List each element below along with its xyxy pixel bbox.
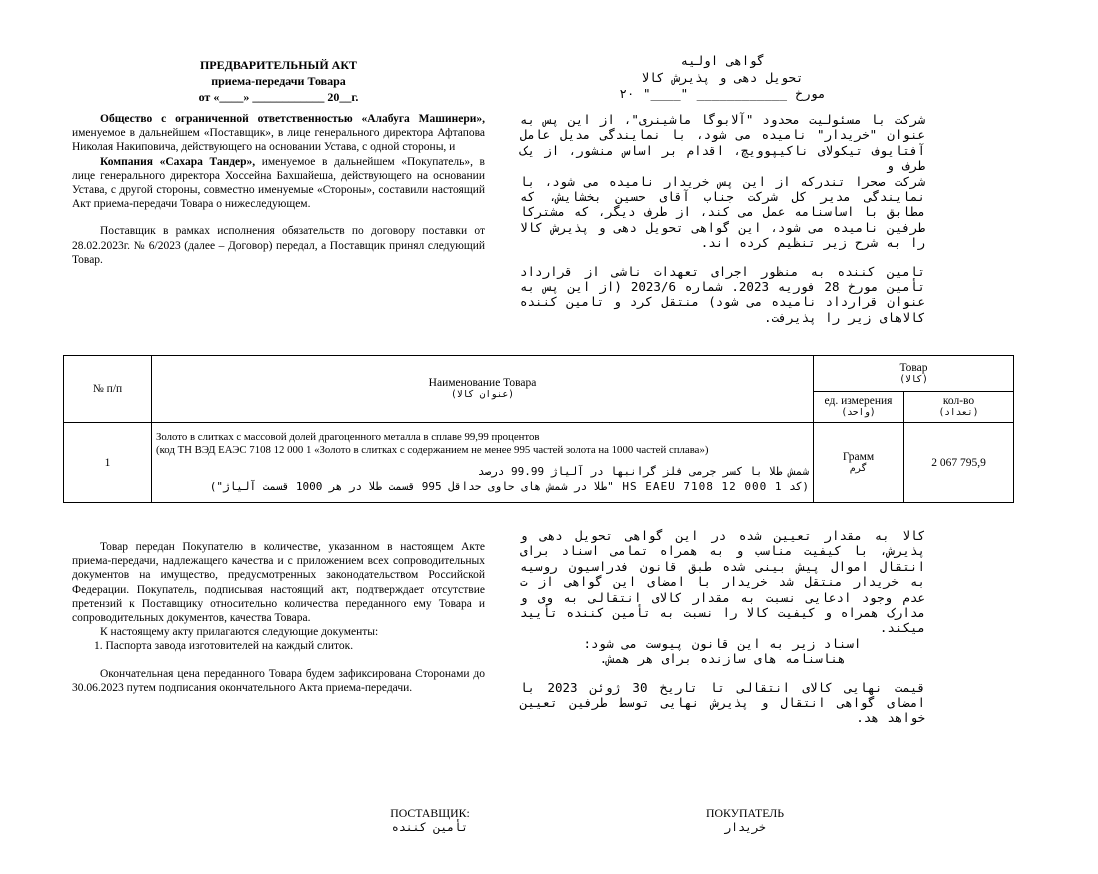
lower-text-fa (520, 528, 925, 726)
supplier-label-fa: تأمین کننده (391, 820, 469, 834)
table-row (64, 423, 1014, 503)
paragraph-final-price-ru: Окончательная цена переданного Товара будем зафиксирована Сторонами до 30.06.2023 путем подписания окончательного Акта приема-передачи. (72, 667, 485, 694)
col-header-qty-ru: кол-во (942, 395, 975, 407)
col-header-tovar-ru: Товар (899, 361, 928, 374)
attachments-intro-ru: К настоящему акту прилагаются следующие документы: (100, 626, 379, 639)
paragraph-transfer-ru: Товар передан Покупателю в количестве, указанном в настоящем Акте приема-передачи, надлежащего качества и с приложением всех сопроводительных документов на имущество, предусмотренных законодательством Российской Федерации. Покупатель, подписывая настоящий акт, подтверждает отсутствие претензий к Поставщику относительно количества переданного ему Товара и сопроводительных документов, качества Товара. (72, 541, 485, 625)
doc-date-line-fa: مورخ ____________ "____" ۲۰ (619, 86, 826, 101)
paragraph-buyer-ru: Компания «Сахара Тандер», именуемое в дальнейшем «Покупатель», в лице генерального директора Хоссейна Бахшайеша, действующего на основании Устава, с другой стороны, совместно именуемые «Стороны», составили настоящий Акт приема-передачи Товара о нижеследующем. (72, 155, 485, 211)
paragraph-transfer-fa: کالا به مقدار تعیین شده در این گواهی تحویل دهی و پذیرش، با کیفیت مناسب و به همراه تمامی اسناد برای انتقال اموال پیش بینی شده طبق قانون فدراسیون روسیه به خریدار منتقل شد خریدار با امضای این گواهی از ت عدم وجود ادعایی نسبت به مقدار کالای انتقالی به وی و مدارک همراه و کیفیت کالا را نسبت به تأمین کننده تأیید میکند. (520, 528, 925, 636)
buyer-signature-block (655, 806, 835, 835)
col-header-tovar (814, 356, 1014, 392)
attachments-intro-fa: اسناد زیر به این قانون پیوست می شود: (583, 635, 862, 651)
goods-table (63, 355, 1014, 503)
row-unit-fa: گرم (849, 462, 868, 474)
paragraph-contract-fa: تامین کننده به منظور اجرای تعهدات ناشی از قرارداد تأمین مورخ 28 فوریه 2023. شماره 2023/6 (از این پس به عنوان قرارداد نامیده می شود) منتقل کرد و تامین کننده کالاهای زیر را پذیرفت. (520, 263, 925, 325)
col-header-qty-fa: (تعداد) (938, 407, 979, 418)
row-name-ru-line1: Золото в слитках с массовой долей драгоценного металла в сплаве 99,99 процентов (156, 430, 540, 443)
intro-text-fa (520, 112, 925, 325)
col-header-name-fa: (عنوان کالا) (451, 389, 514, 400)
buyer-company-name: Компания «Сахара Тандер», (100, 155, 256, 168)
supplier-signature-block (340, 806, 520, 835)
col-header-unit (814, 392, 904, 423)
col-header-unit-ru: ед. измерения (824, 395, 893, 407)
supplier-label-ru: ПОСТАВЩИК: (390, 806, 470, 820)
lower-text-ru (72, 540, 485, 695)
row-name (152, 423, 814, 503)
doc-title-ru: ПРЕДВАРИТЕЛЬНЫЙ АКТ (199, 58, 358, 72)
row-unit (814, 423, 904, 503)
doc-subtitle-ru: приема-передачи Товара (211, 74, 346, 88)
col-header-num: № п/п (64, 356, 152, 423)
attachment-item-ru: 1. Паспорта завода изготовителей на каждый слиток. (94, 640, 354, 653)
doc-date-line-ru: от «____» ____________ 20__г. (198, 90, 359, 104)
col-header-unit-fa: (واحد) (841, 407, 876, 418)
doc-header-ru (72, 57, 485, 105)
row-name-fa-line1: شمش طلا با کسر جرمی فلز گرانبها در آلیاژ 99.99 درصد (477, 465, 809, 479)
doc-header-fa (520, 53, 925, 103)
supplier-company-name: Общество с ограниченной ответственностью «Алабуга Машинери», (100, 113, 485, 125)
col-header-qty (904, 392, 1014, 423)
paragraph-supplier-ru: Общество с ограниченной ответственностью «Алабуга Машинери», именуемое в дальнейшем «Поставщик», в лице генерального директора Афтапова Николая Накиповича, действующего на основании Устава, с одной стороны, и (72, 113, 485, 154)
row-unit-ru: Грамм (842, 450, 875, 463)
doc-subtitle-fa: تحویل دهی و پذیرش کالا (641, 69, 804, 85)
paragraph-contract-ru: Поставщик в рамках исполнения обязательств по договору поставки от 28.02.2023г. № 6/2023 (далее – Договор) передал, а Поставщик принял следующий Товар. (72, 225, 485, 266)
col-header-name-ru: Наименование Товара (428, 377, 537, 389)
intro-text-ru (72, 112, 485, 267)
col-header-name (152, 356, 814, 423)
attachment-item-fa: هناسنامه های سازنده برای هر همش. (599, 651, 846, 667)
row-name-fa-line2: (کد HS EAEU 7108 12 000 1 "طلا در شمش های حاوی حداقل 995 قسمت طلا در هر 1000 قسمت آلیاژ") (209, 480, 809, 494)
buyer-label-ru: ПОКУПАТЕЛЬ (705, 806, 785, 820)
row-qty: 2 067 795,9 (904, 423, 1014, 503)
paragraph-buyer-fa: شرکت صحرا تندرکه از این پس خریدار نامیده می شود، با نمایندگی مدیر کل شرکت جناب آقای حسین بخشایش، که مطابق با اساسنامه عمل می کند، از طرف دیگر، که مشترکا طرفین نامیده می شود، این گواهی تحویل دهی و پذیرش کالا را به شرح زیر تنظیم کرده اند. (520, 173, 925, 251)
row-num: 1 (64, 423, 152, 503)
doc-title-fa: گواهی اولیه (680, 53, 765, 68)
paragraph-supplier-fa: شرکت با مسئولیت محدود "آلابوگا ماشینری"، از این پس به عنوان "خریدار" نامیده می شود، با نمایندگی مدیل عامل آفتایوف تیکولای ناکیپوویچ، اقدام بر اساس منشور، از یک طرف و (520, 112, 925, 174)
paragraph-final-price-fa: قیمت نهایی کالای انتقالی تا تاریخ 30 ژوئن 2023 با امضای گواهی انتقال و پذیرش نهایی توسط طرفین تعیین خواهد هد. (520, 679, 925, 726)
col-header-tovar-fa: (کالا) (899, 373, 928, 385)
row-name-ru-line2: (код ТН ВЭД ЕАЭС 7108 12 000 1 «Золото в слитках с содержанием не менее 995 частей золота на 1000 частей сплава») (156, 444, 709, 456)
buyer-label-fa: خریدار (724, 820, 766, 834)
